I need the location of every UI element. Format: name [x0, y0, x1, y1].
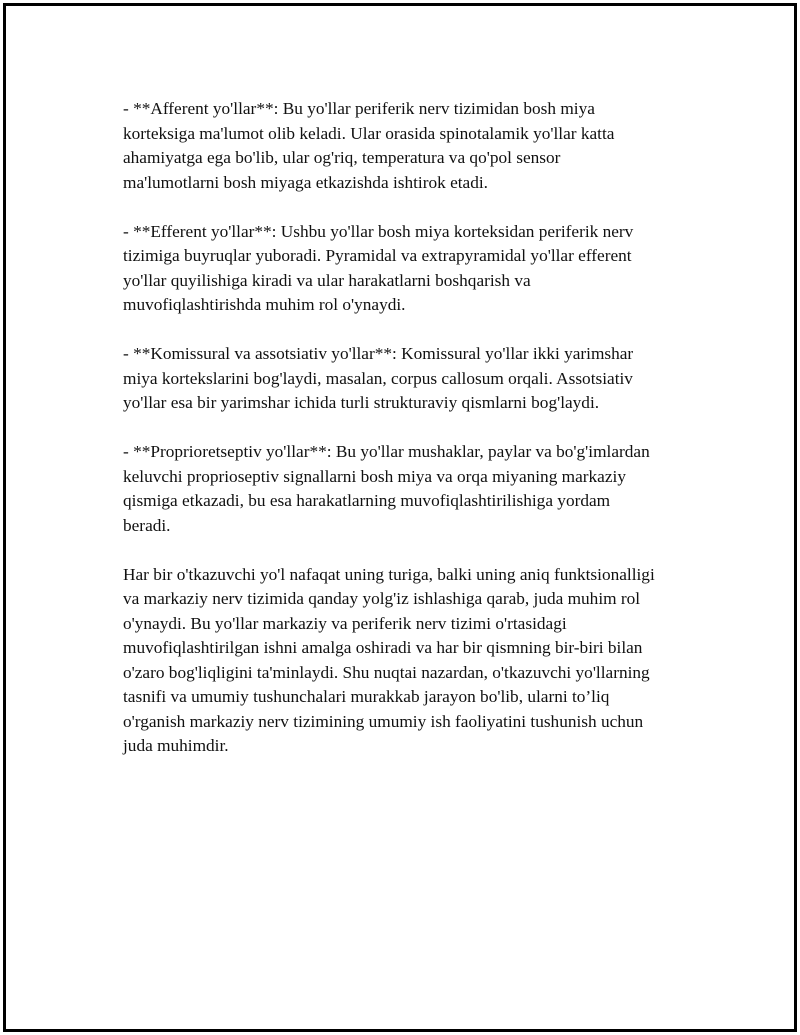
text-line: qismiga etkazadi, bu esa harakatlarning muvofiqlashtirilishiga yordam: [123, 491, 611, 510]
text-line: ahamiyatga ega bo'lib, ular og'riq, temperatura va qo'pol sensor: [123, 148, 561, 167]
text-line: Har bir o'tkazuvchi yo'l nafaqat uning turiga, balki uning aniq funktsionalligi: [123, 564, 655, 584]
text-line: tasnifi va umumiy tushunchalari murakkab jarayon bo'lib, ularni to’liq: [123, 687, 610, 706]
text-line: keluvchi proprioseptiv signallarni bosh miya va orqa miyaning markaziy: [123, 466, 626, 486]
text-line: korteksiga ma'lumot olib keladi. Ular orasida spinotalamik yo'llar katta: [123, 123, 615, 143]
paragraph-proprioretseptiv: [123, 440, 708, 538]
text-line: muvofiqlashtirishda muhim rol o'ynaydi.: [123, 295, 406, 314]
text-line: - **Afferent yo'llar**: Bu yo'llar periferik nerv tizimidan bosh miya: [123, 99, 595, 118]
text-line: o'zaro bog'liqligini ta'minlaydi. Shu nuqtai nazardan, o'tkazuvchi yo'llarning: [123, 662, 650, 682]
paragraph-efferent: [123, 220, 708, 318]
text-line: - **Komissural va assotsiativ yo'llar**: Komissural yo'llar ikki yarimshar: [123, 344, 634, 363]
page-frame: [3, 3, 797, 1032]
text-line: - **Efferent yo'llar**: Ushbu yo'llar bosh miya korteksidan periferik nerv: [123, 221, 634, 241]
text-line: va markaziy nerv tizimida qanday yolg'iz ishlashiga qarab, juda muhim rol: [123, 589, 641, 608]
text-line: yo'llar quyilishiga kiradi va ular harakatlarni boshqarish va: [123, 270, 531, 290]
paragraph-komissural: [123, 342, 708, 416]
paragraph-afferent: [123, 97, 708, 195]
text-line: muvofiqlashtirilgan ishni amalga oshiradi va har bir qismning bir-biri bilan: [123, 638, 643, 657]
text-line: - **Proprioretseptiv yo'llar**: Bu yo'llar mushaklar, paylar va bo'g'imlardan: [123, 442, 650, 461]
text-line: juda muhimdir.: [123, 736, 229, 755]
text-line: tizimiga buyruqlar yuboradi. Pyramidal va extrapyramidal yo'llar efferent: [123, 246, 632, 265]
document-body: [123, 97, 708, 759]
text-line: o'rganish markaziy nerv tizimining umumiy ish faoliyatini tushunish uchun: [123, 711, 644, 731]
text-line: ma'lumotlarni bosh miyaga etkazishda ishtirok etadi.: [123, 172, 488, 192]
text-line: beradi.: [123, 515, 171, 535]
paragraph-conclusion: [123, 563, 708, 759]
text-line: o'ynaydi. Bu yo'llar markaziy va periferik nerv tizimi o'rtasidagi: [123, 613, 567, 633]
text-line: miya kortekslarini bog'laydi, masalan, corpus callosum orqali. Assotsiativ: [123, 368, 633, 388]
text-line: yo'llar esa bir yarimshar ichida turli strukturaviy qismlarni bog'laydi.: [123, 393, 600, 412]
